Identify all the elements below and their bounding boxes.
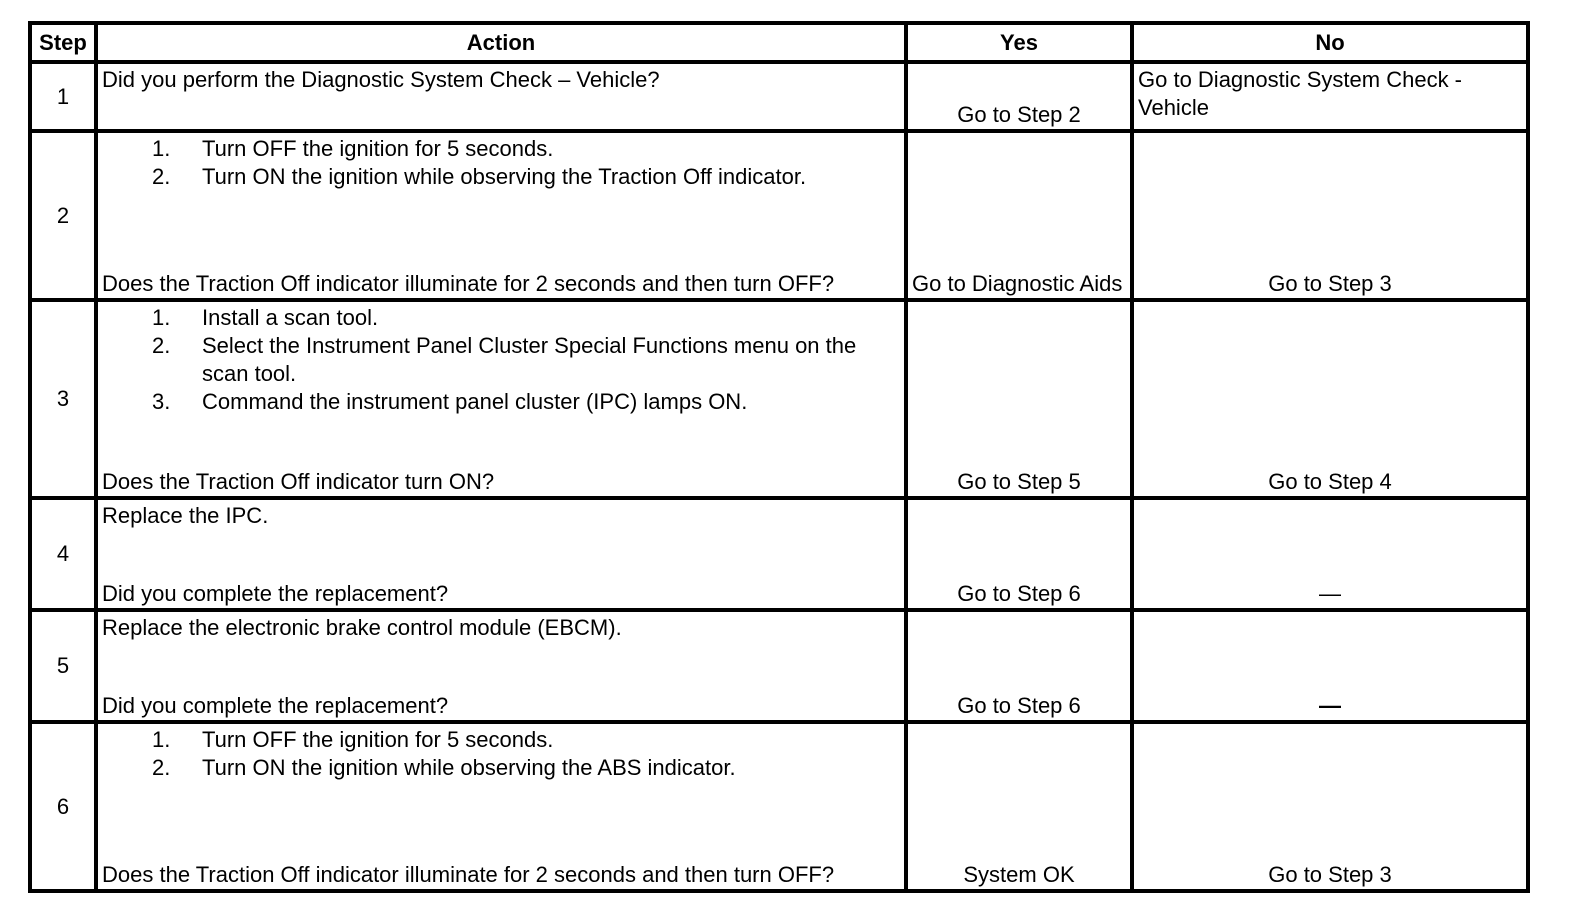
table-row — [30, 62, 1528, 131]
step-number: 2 — [30, 131, 96, 300]
instruction-list — [102, 135, 900, 191]
header-row — [30, 23, 1528, 62]
no-cell: Go to Step 3 — [1132, 131, 1528, 300]
dash-mark: — — [1319, 581, 1341, 606]
step-number: 5 — [30, 610, 96, 722]
question-text: Did you complete the replacement? — [102, 581, 449, 606]
action-text: Replace the electronic brake control module (EBCM). — [102, 615, 622, 640]
no-cell — [1132, 498, 1528, 610]
yes-cell: Go to Step 6 — [906, 498, 1132, 610]
yes-cell: System OK — [906, 722, 1132, 891]
dash-mark: — — [1319, 693, 1341, 718]
header-step: Step — [30, 23, 96, 62]
no-cell: Go to Diagnostic System Check - Vehicle — [1132, 62, 1528, 131]
list-item: 1. Turn OFF the ignition for 5 seconds. — [152, 136, 554, 161]
list-item: 2. Turn ON the ignition while observing the Traction Off indicator. — [152, 164, 807, 189]
step-number: 4 — [30, 498, 96, 610]
no-cell — [1132, 610, 1528, 722]
header-yes: Yes — [906, 23, 1132, 62]
table-row — [30, 300, 1528, 498]
action-cell — [96, 131, 906, 300]
question-text: Does the Traction Off indicator turn ON? — [102, 469, 495, 494]
yes-cell: Go to Step 5 — [906, 300, 1132, 498]
action-cell — [96, 722, 906, 891]
header-no: No — [1132, 23, 1528, 62]
instruction-list — [102, 304, 900, 416]
action-cell — [96, 610, 906, 722]
table-row — [30, 722, 1528, 891]
table-row — [30, 498, 1528, 610]
question-text: Does the Traction Off indicator illuminate for 2 seconds and then turn OFF? — [102, 271, 835, 296]
action-text: Replace the IPC. — [102, 503, 269, 528]
action-cell — [96, 62, 906, 131]
step-number: 1 — [30, 62, 96, 131]
action-text: Did you perform the Diagnostic System Check – Vehicle? — [102, 67, 660, 92]
list-item: 1. Install a scan tool. — [152, 305, 379, 330]
list-item: 1. Turn OFF the ignition for 5 seconds. — [152, 727, 554, 752]
table-row — [30, 610, 1528, 722]
no-cell: Go to Step 3 — [1132, 722, 1528, 891]
table-row — [30, 131, 1528, 300]
list-item: 3. Command the instrument panel cluster (IPC) lamps ON. — [152, 389, 748, 414]
list-item: 2. Select the Instrument Panel Cluster Special Functions menu on the scan tool. — [152, 333, 857, 386]
step-number: 3 — [30, 300, 96, 498]
diagnostic-table — [28, 21, 1530, 893]
instruction-list — [102, 726, 900, 782]
yes-cell: Go to Step 2 — [906, 62, 1132, 131]
list-item: 2. Turn ON the ignition while observing the ABS indicator. — [152, 755, 736, 780]
yes-cell: Go to Step 6 — [906, 610, 1132, 722]
no-cell: Go to Step 4 — [1132, 300, 1528, 498]
action-cell — [96, 300, 906, 498]
yes-cell: Go to Diagnostic Aids — [906, 131, 1132, 300]
step-number: 6 — [30, 722, 96, 891]
question-text: Did you complete the replacement? — [102, 693, 449, 718]
question-text: Does the Traction Off indicator illuminate for 2 seconds and then turn OFF? — [102, 862, 835, 887]
action-cell — [96, 498, 906, 610]
header-action: Action — [96, 23, 906, 62]
